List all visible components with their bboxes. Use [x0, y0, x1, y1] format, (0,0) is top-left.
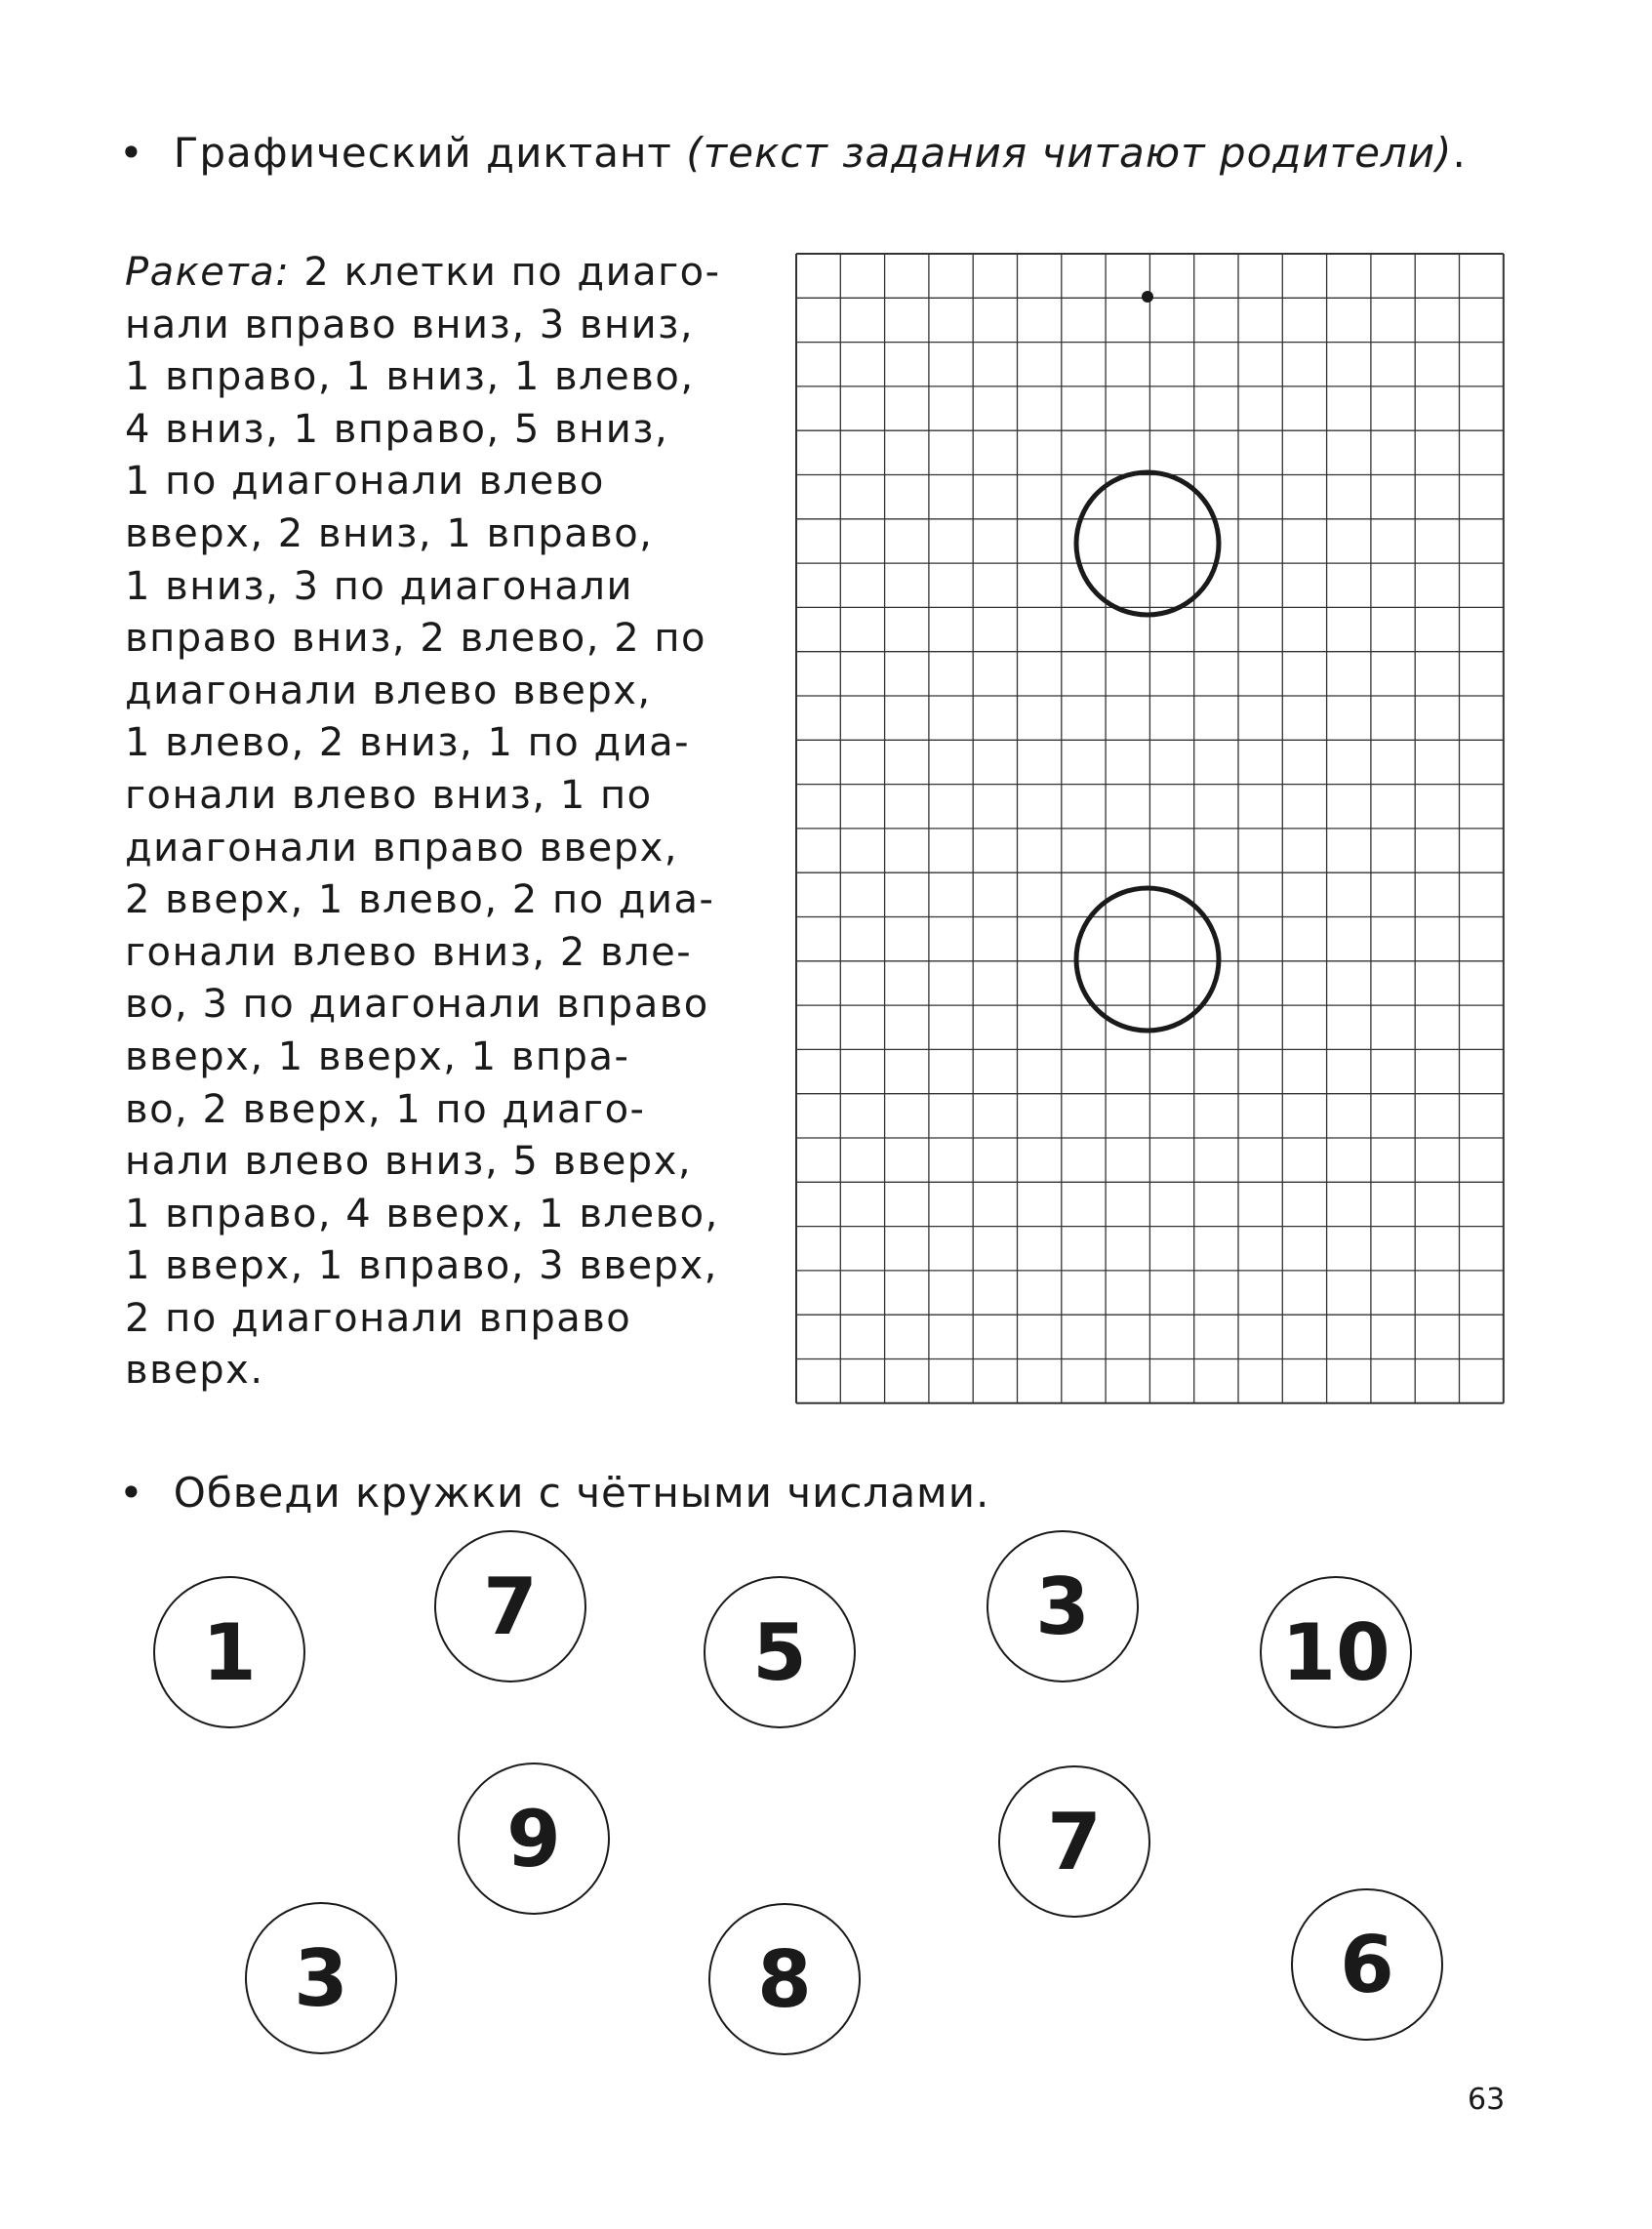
dictation-line: 1 влево, 2 вниз, 1 по диа- [125, 720, 691, 766]
dictation-line: 1 вправо, 1 вниз, 1 влево, [125, 354, 695, 400]
number-circle[interactable]: 10 [1260, 1576, 1412, 1728]
dictation-line: гонали влево вниз, 2 вле- [125, 929, 693, 975]
number-circle[interactable]: 3 [245, 1902, 397, 2054]
dictation-line: диагонали вправо вверх, [125, 825, 679, 871]
dictation-line: 2 по диагонали вправо [125, 1295, 632, 1341]
dictation-line: вправо вниз, 2 влево, 2 по [125, 616, 706, 662]
number-circle[interactable]: 5 [704, 1576, 856, 1728]
dictation-line: нали вправо вниз, 3 вниз, [125, 302, 695, 347]
dictation-line: вверх, 2 вниз, 1 вправо, [125, 510, 654, 556]
dictation-line: 4 вниз, 1 вправо, 5 вниз, [125, 406, 669, 452]
task-title-end: . [1452, 129, 1467, 177]
number-circle[interactable]: 6 [1291, 1888, 1443, 2041]
dictation-line: нали влево вниз, 5 вверх, [125, 1139, 693, 1185]
dictation-line: 1 по диагонали влево [125, 459, 605, 505]
dictation-line: 1 вниз, 3 по диагонали [125, 563, 633, 609]
dictation-line: вверх, 1 вверх, 1 впра- [125, 1033, 630, 1079]
task-title: Графический диктант [173, 129, 687, 177]
number-circle[interactable]: 8 [708, 1903, 861, 2055]
dictation-line: 2 вверх, 1 влево, 2 по диа- [125, 877, 715, 923]
dictation-label: Ракета: [125, 250, 291, 295]
number-circle[interactable]: 1 [153, 1576, 305, 1728]
porthole-circle-upper [1076, 472, 1219, 615]
task-note: (текст задания читают родители) [686, 129, 1453, 177]
dictation-first-line: 2 клетки по диаго- [290, 250, 721, 295]
dictation-line: 1 вверх, 1 вправо, 3 вверх, [125, 1243, 718, 1289]
number-circle[interactable]: 9 [458, 1763, 610, 1915]
bullet-icon: • [119, 129, 144, 177]
porthole-circle-lower [1076, 888, 1219, 1031]
bullet-icon: • [119, 1469, 144, 1517]
dictation-line: 1 вправо, 4 вверх, 1 влево, [125, 1191, 719, 1236]
page-number: 63 [1468, 2083, 1506, 2117]
dictation-line: гонали влево вниз, 1 по [125, 772, 653, 818]
task-heading-even-numbers [119, 1469, 989, 1517]
dictation-line: во, 3 по диагонали вправо [125, 982, 709, 1028]
number-circle[interactable]: 7 [998, 1765, 1150, 1918]
start-dot [1142, 291, 1153, 303]
number-circle[interactable]: 3 [987, 1530, 1139, 1682]
number-circle[interactable]: 7 [434, 1530, 586, 1682]
dictation-line: во, 2 вверх, 1 по диаго- [125, 1086, 646, 1132]
grid-lines [796, 254, 1504, 1403]
task-title: Обведи кружки с чётными числами. [173, 1469, 990, 1517]
dictation-line: диагонали влево вверх, [125, 668, 652, 713]
dictation-line: вверх. [125, 1348, 264, 1394]
